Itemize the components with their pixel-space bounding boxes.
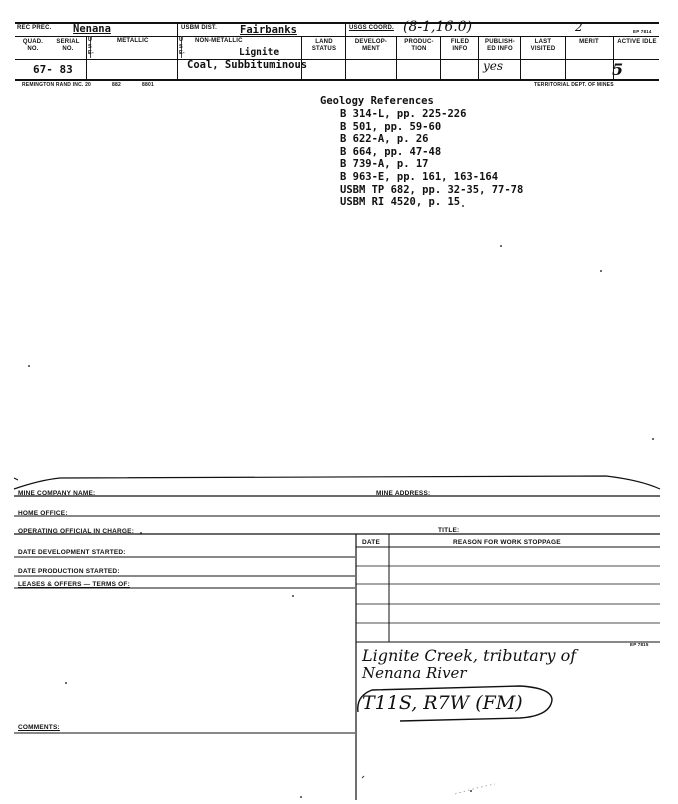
reference-item: B 739-A, p. 17 <box>340 158 429 171</box>
nonmetallic-label: NON-METALLIC <box>195 38 243 44</box>
stoppage-date-header: DATE <box>362 539 381 546</box>
active-idle-mark: 5 <box>612 60 624 79</box>
quad-serial-value: 67- 83 <box>33 63 73 76</box>
stoppage-reason-header: REASON FOR WORK STOPPAGE <box>453 539 561 546</box>
usbm-dist-label: USBM DIST. <box>181 25 218 31</box>
title-label: TITLE: <box>438 527 460 534</box>
metallic-label: METALLIC <box>117 38 149 44</box>
leases-label: LEASES & OFFERS — TERMS OF: <box>18 581 130 588</box>
date-development-label: DATE DEVELOPMENT STARTED: <box>18 549 126 556</box>
handwritten-location-line1: Lignite Creek, tributary of <box>362 646 577 665</box>
nonmetallic-codes: U S E- <box>179 37 185 56</box>
mine-address-label: MINE ADDRESS: <box>376 490 431 497</box>
handwritten-township-range: T11S, R7W (FM) <box>362 692 523 714</box>
reference-item: USBM TP 682, pp. 32-35, 77-78 <box>340 183 524 196</box>
form-code-bottom: EP 7815 <box>630 642 649 647</box>
reference-item: B 622-A, p. 26 <box>340 133 429 146</box>
reference-item: B 664, pp. 47-48 <box>340 145 442 158</box>
commodity-line2: Coal, Subbituminous <box>187 59 308 71</box>
published-info-value: yes <box>483 59 504 73</box>
development-label: DEVELOP-MENT <box>354 39 388 52</box>
printer-code2: 8801 <box>142 82 154 88</box>
rec-prec-label: REC PREC. <box>17 25 52 31</box>
reference-item: USBM RI 4520, p. 15 <box>340 196 461 209</box>
usgs-coord-label: USGS COORD. <box>349 25 394 31</box>
handwritten-location-line2: Nenana River <box>362 664 467 682</box>
reference-item: B 501, pp. 59-60 <box>340 120 442 133</box>
published-info-label: PUBLISH-ED INFO <box>485 39 515 52</box>
production-label: PRODUC-TION <box>404 39 434 52</box>
reference-item: B 314-L, pp. 225-226 <box>340 108 467 120</box>
printer-note: REMINGTON RAND INC. 20 <box>22 82 92 88</box>
usbm-dist-value: Fairbanks <box>240 24 297 36</box>
territorial-note: TERRITORIAL DEPT. OF MINES <box>534 82 614 88</box>
comments-label: COMMENTS: <box>18 724 60 731</box>
land-status-label: LAND STATUS <box>311 39 337 52</box>
card-number: 2 <box>575 20 583 34</box>
filed-info-label: FILED INFO <box>450 39 470 52</box>
merit-label: MERIT <box>579 39 599 45</box>
serial-label: SERIAL NO. <box>56 39 80 52</box>
date-production-label: DATE PRODUCTION STARTED: <box>18 568 120 575</box>
last-visited-label: LAST VISITED <box>530 39 556 52</box>
printer-code1: 882 <box>112 82 121 88</box>
quad-label: QUAD. NO. <box>22 39 44 52</box>
commodity-line1: Lignite <box>239 47 280 58</box>
active-idle-label: ACTIVE IDLE <box>617 39 657 45</box>
rec-prec-value: Nenana <box>73 23 111 35</box>
references-title: Geology References <box>320 95 434 107</box>
metallic-codes: U S E- <box>88 37 94 56</box>
home-office-label: HOME OFFICE: <box>18 510 68 517</box>
form-code-top: EP 7814 <box>633 29 652 34</box>
usgs-coord-value: (8-1,16.0) <box>403 19 473 35</box>
mine-company-label: MINE COMPANY NAME: <box>18 490 96 497</box>
reference-item: B 963-E, pp. 161, 163-164 <box>340 170 499 183</box>
operating-official-label: OPERATING OFFICIAL IN CHARGE: <box>18 528 135 535</box>
